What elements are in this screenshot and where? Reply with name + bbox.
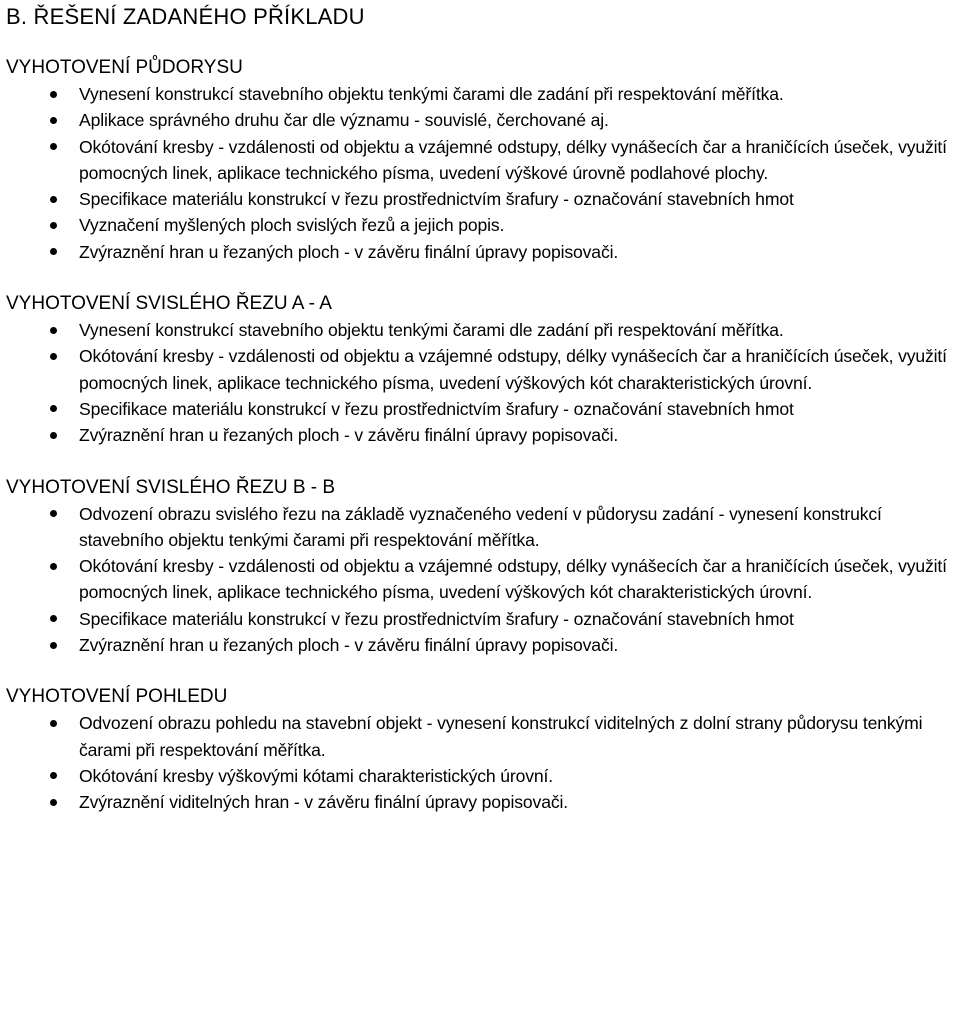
section-heading: VYHOTOVENÍ SVISLÉHO ŘEZU A - A (6, 293, 332, 315)
section-heading: VYHOTOVENÍ SVISLÉHO ŘEZU B - B (6, 476, 336, 498)
section-pudorys (6, 55, 960, 265)
list-item-text: Vynesení konstrukcí stavebního objektu tenkými čarami dle zadání při respektování měřítka. (79, 84, 784, 104)
list-item-text: Zvýraznění hran u řezaných ploch - v závěru finální úpravy popisovači. (79, 425, 619, 446)
bullet-icon (50, 143, 57, 150)
bullet-icon (50, 353, 57, 360)
list-item (6, 212, 960, 238)
bullet-list (6, 710, 960, 815)
list-item (6, 632, 960, 658)
spacer (6, 31, 960, 55)
list-item-text: Aplikace správného druhu čar dle významu - souvislé, čerchované aj. (79, 110, 609, 131)
bullet-icon (50, 510, 57, 517)
list-item-text: Specifikace materiálu konstrukcí v řezu prostřednictvím šrafury - označování stavebních hmot (79, 189, 794, 210)
section-rez-b-b (6, 475, 960, 659)
document-title: B. ŘEŠENÍ ZADANÉHO PŘÍKLADU (6, 4, 365, 29)
list-item-text: Odvození obrazu svislého řezu na základě vyznačeného vedení v půdorysu zadání - vynesení konstrukcí stavebního objektu tenkými čarami při respektování měřítka. (79, 503, 882, 550)
list-item-text: Specifikace materiálu konstrukcí v řezu prostřednictvím šrafury - označování stavebních hmot (79, 608, 794, 629)
list-item (6, 763, 960, 789)
list-item (6, 501, 960, 554)
list-item (6, 789, 960, 815)
section-heading: VYHOTOVENÍ PŮDORYSU (6, 57, 243, 78)
list-item (6, 317, 960, 343)
bullet-icon (50, 563, 57, 570)
bullet-icon (50, 642, 57, 649)
bullet-list (6, 501, 960, 659)
bullet-icon (50, 615, 57, 622)
list-item (6, 710, 960, 763)
list-item (6, 606, 960, 632)
list-item-text: Okótování kresby výškovými kótami charakteristických úrovní. (79, 765, 554, 786)
list-item (6, 422, 960, 448)
list-item (6, 186, 960, 212)
spacer (6, 658, 960, 684)
list-item (6, 107, 960, 133)
bullet-icon (50, 222, 57, 229)
bullet-icon (50, 405, 57, 412)
list-item-text: Zvýraznění hran u řezaných ploch - v závěru finální úpravy popisovači. (79, 635, 619, 656)
list-item-text: Okótování kresby - vzdálenosti od objektu a vzájemné odstupy, délky vynášecích čar a hraničících úseček, využití pomocných linek, aplikace technického písma, uvedení výškových kót charakteristických úrovní. (79, 556, 947, 603)
bullet-icon (50, 248, 57, 255)
section-heading: VYHOTOVENÍ POHLEDU (6, 686, 228, 708)
bullet-list (6, 81, 960, 265)
list-item-text: Odvození obrazu pohledu na stavební objekt - vynesení konstrukcí viditelných z dolní strany půdorysu tenkými čarami při respektování měřítka. (79, 713, 923, 760)
bullet-icon (50, 720, 57, 727)
bullet-icon (50, 327, 57, 334)
bullet-icon (50, 799, 57, 806)
list-item (6, 134, 960, 187)
list-item-text: Okótování kresby - vzdálenosti od objektu a vzájemné odstupy, délky vynášecích čar a hraničících úseček, využití pomocných linek, aplikace technického písma, uvedení výškových kót charakteristických úrovní. (79, 346, 947, 393)
bullet-icon (50, 117, 57, 124)
section-pohled (6, 684, 960, 815)
list-item-text: Vyznačení myšlených ploch svislých řezů a jejich popis. (79, 215, 505, 236)
list-item-text: Vynesení konstrukcí stavebního objektu tenkými čarami dle zadání při respektování měřítka. (79, 320, 784, 341)
section-rez-a-a (6, 291, 960, 448)
list-item-text: Okótování kresby - vzdálenosti od objektu a vzájemné odstupy, délky vynášecích čar a hraničících úseček, využití pomocných linek, aplikace technického písma, uvedení výškové úrovně podlahové plochy. (79, 136, 947, 183)
list-item (6, 396, 960, 422)
list-item (6, 343, 960, 396)
list-item-text: Specifikace materiálu konstrukcí v řezu prostřednictvím šrafury - označování stavebních hmot (79, 398, 794, 419)
list-item (6, 553, 960, 606)
bullet-icon (50, 772, 57, 779)
document-page (0, 3, 960, 1012)
list-item (6, 239, 960, 265)
bullet-icon (50, 196, 57, 203)
list-item (6, 81, 960, 107)
bullet-list (6, 317, 960, 448)
list-item-text: Zvýraznění hran u řezaných ploch - v závěru finální úpravy popisovači. (79, 241, 619, 262)
bullet-icon (50, 432, 57, 439)
list-item-text: Zvýraznění viditelných hran - v závěru finální úpravy popisovači. (79, 792, 568, 813)
spacer (6, 265, 960, 291)
bullet-icon (50, 91, 57, 98)
spacer (6, 449, 960, 475)
